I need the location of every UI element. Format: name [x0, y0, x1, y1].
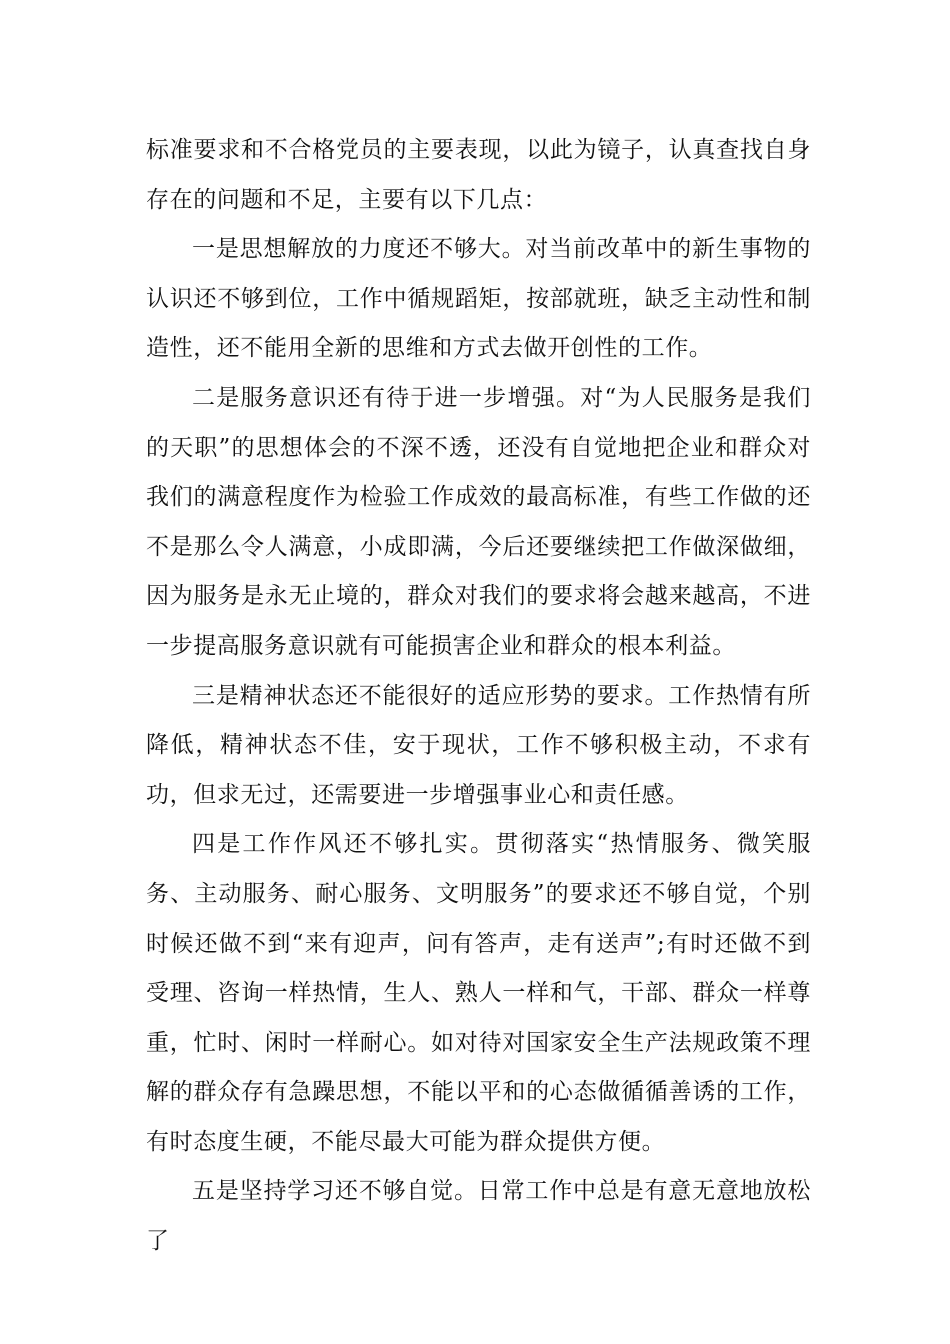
paragraph-point-two: 二是服务意识还有待于进一步增强。对“为人民服务是我们的天职”的思想体会的不深不透，还没有自觉地把企业和群众对我们的满意程度作为检验工作成效的最高标准，有些工作做的还不是那么令人满意，小成即满，今后还要继续把工作做深做细，因为服务是永无止境的，群众对我们的要求将会越来越高，不进一步提高服务意识就有可能损害企业和群众的根本利益。 [146, 384, 811, 659]
document-body [146, 126, 811, 1267]
paragraph-point-five: 五是坚持学习还不够自觉。日常工作中总是有意无意地放松了 [146, 1178, 811, 1255]
paragraph-point-four: 四是工作作风还不够扎实。贯彻落实“热情服务、微笑服务、主动服务、耐心服务、文明服务”的要求还不够自觉，个别时候还做不到“来有迎声，问有答声，走有送声”;有时还做不到受理、咨询一样热情，生人、熟人一样和气，干部、群众一样尊重，忙时、闲时一样耐心。如对待对国家安全生产法规政策不理解的群众存有急躁思想，不能以平和的心态做循循善诱的工作，有时态度生硬，不能尽最大可能为群众提供方便。 [146, 831, 811, 1155]
paragraph-continuation: 标准要求和不合格党员的主要表现，以此为镜子，认真查找自身存在的问题和不足，主要有以下几点： [146, 137, 811, 213]
paragraph-point-one: 一是思想解放的力度还不够大。对当前改革中的新生事物的认识还不够到位，工作中循规蹈矩，按部就班，缺乏主动性和制造性，还不能用全新的思维和方式去做开创性的工作。 [146, 236, 811, 362]
paragraph-point-three: 三是精神状态还不能很好的适应形势的要求。工作热情有所降低，精神状态不佳，安于现状，工作不够积极主动，不求有功，但求无过，还需要进一步增强事业心和责任感。 [146, 682, 811, 808]
